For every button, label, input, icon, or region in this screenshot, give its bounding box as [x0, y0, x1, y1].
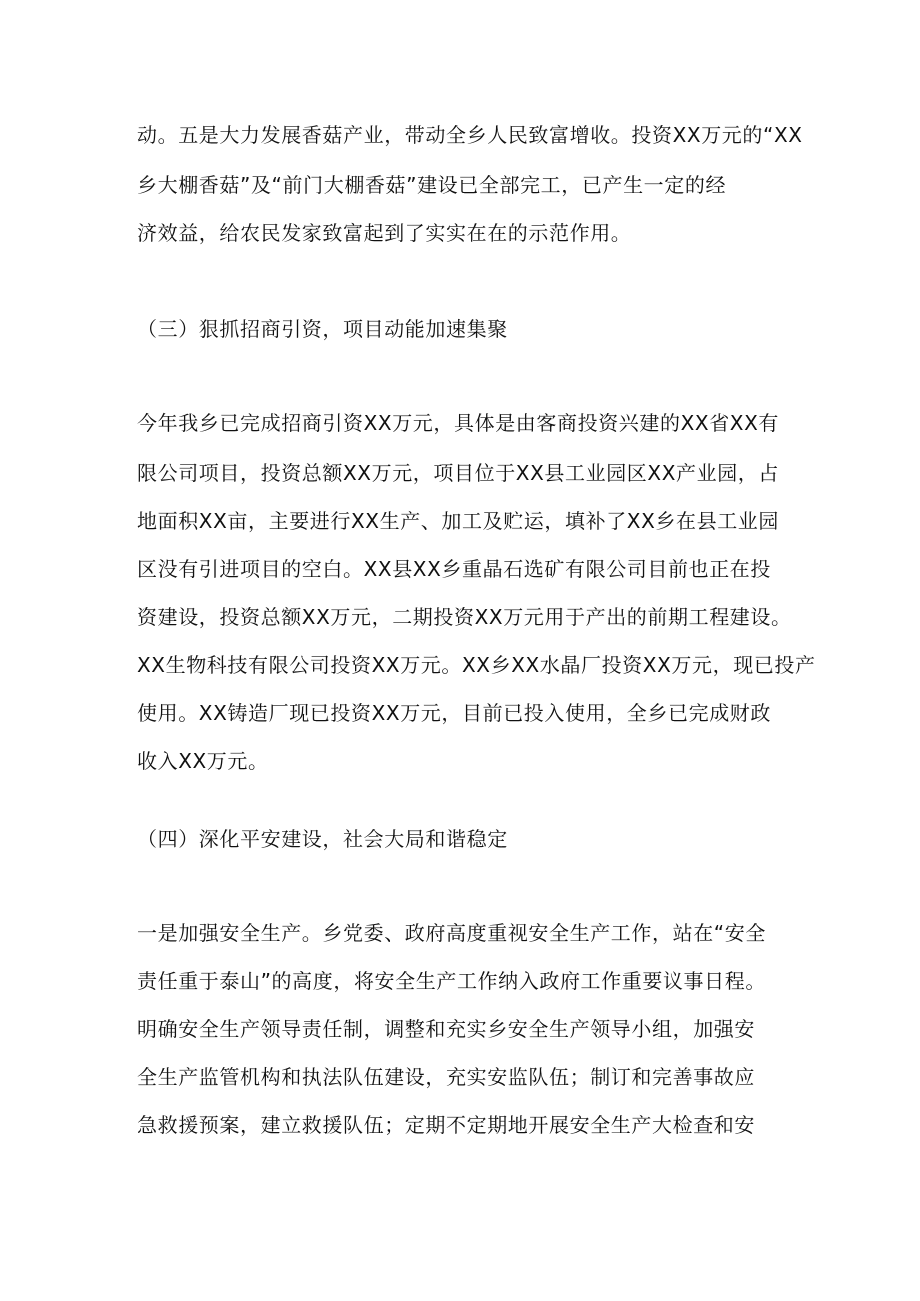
paragraph-3-line-1: 一是加强安全生产。乡党委、政府高度重视安全生产工作，站在“安全: [137, 921, 766, 945]
paragraph-3-line-4: 全生产监管机构和执法队伍建设，充实安监队伍；制订和完善事故应: [137, 1065, 755, 1089]
paragraph-2-line-8: 收入XX万元。: [137, 749, 269, 773]
paragraph-2-line-6: XX生物科技有限公司投资XX万元。XX乡XX水晶厂投资XX万元，现已投产: [137, 653, 816, 677]
paragraph-3-line-3: 明确安全生产领导责任制，调整和充实乡安全生产领导小组，加强安: [137, 1017, 755, 1041]
paragraph-1-line-2: 乡大棚香菇”及“前门大棚香菇”建设已全部完工，已产生一定的经: [137, 173, 727, 197]
paragraph-1-line-1: 动。五是大力发展香菇产业，带动全乡人民致富增收。投资XX万元的“XX: [137, 123, 803, 147]
paragraph-3-line-5: 急救援预案，建立救援队伍；定期不定期地开展安全生产大检查和安: [137, 1113, 755, 1137]
paragraph-1-line-3: 济效益，给农民发家致富起到了实实在在的示范作用。: [137, 221, 632, 245]
paragraph-2-line-4: 区没有引进项目的空白。XX县XX乡重晶石选矿有限公司目前也正在投: [137, 557, 772, 581]
section-heading-3: （三）狠抓招商引资，项目动能加速集聚: [137, 317, 508, 341]
paragraph-2-line-3: 地面积XX亩，主要进行XX生产、加工及贮运，填补了XX乡在县工业园: [137, 509, 780, 533]
paragraph-2-line-7: 使用。XX铸造厂现已投资XX万元，目前已投入使用，全乡已完成财政: [137, 701, 772, 725]
paragraph-2-line-1: 今年我乡已完成招商引资XX万元，具体是由客商投资兴建的XX省XX有: [137, 411, 780, 435]
paragraph-2-line-5: 资建设，投资总额XX万元，二期投资XX万元用于产出的前期工程建设。: [137, 605, 792, 629]
section-heading-4: （四）深化平安建设，社会大局和谐稳定: [137, 827, 508, 851]
paragraph-3-line-2: 责任重于泰山”的高度，将安全生产工作纳入政府工作重要议事日程。: [137, 969, 766, 993]
paragraph-2-line-2: 限公司项目，投资总额XX万元，项目位于XX县工业园区XX产业园，占: [137, 461, 780, 485]
